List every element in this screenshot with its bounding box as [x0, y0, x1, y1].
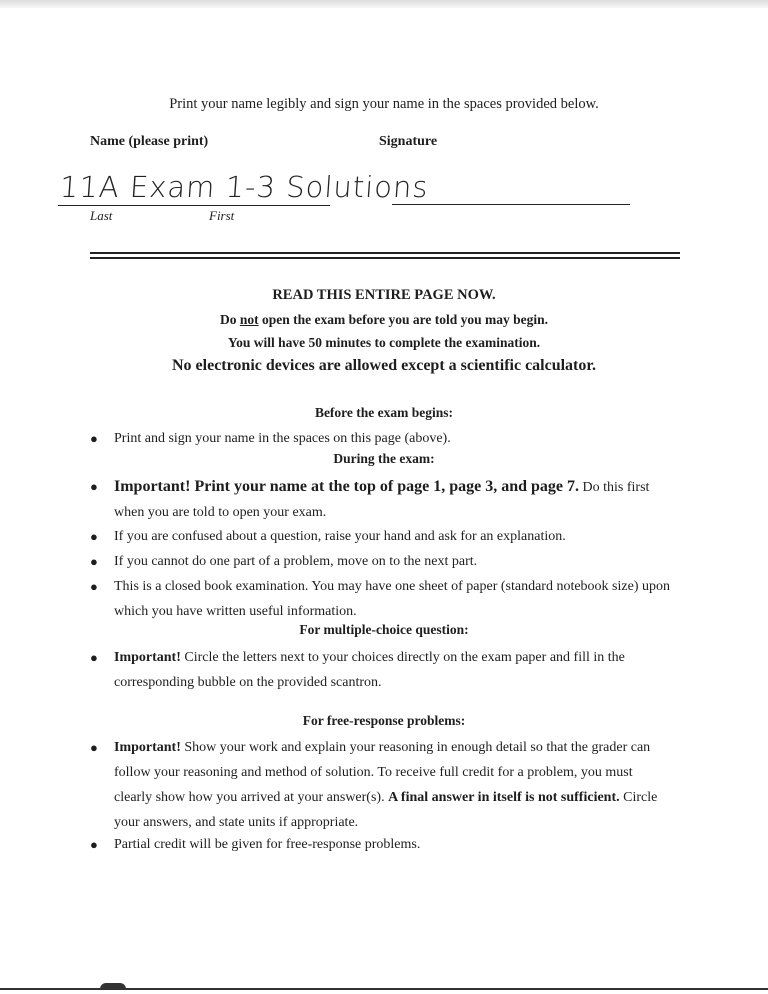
fr-heading: For free-response problems: [302, 713, 466, 728]
handwritten-name: 11A Exam 1-3 Solutions [58, 170, 430, 204]
divider-top [90, 252, 680, 254]
mc-heading: For multiple-choice question: [299, 622, 469, 637]
name-line [58, 205, 330, 206]
do-not-open-notice: Do not open the exam before you are told you may begin. [219, 312, 548, 327]
during-item-1: ● Important! Print your name at the top of page 1, page 3, and page 7. Do this first when you are told to open your exam. [90, 478, 650, 520]
signature-line [392, 204, 630, 205]
scan-bottom-edge [0, 988, 768, 990]
scan-top-edge [0, 0, 768, 8]
during-item-4: ● This is a closed book examination. You may have one sheet of paper (standard notebook size) upon which you have written useful information. [90, 579, 670, 619]
during-item-3: ● If you cannot do one part of a problem, move on to the next part. [90, 554, 478, 569]
fr-item-2: ● Partial credit will be given for free-response problems. [90, 837, 421, 852]
during-item-2: ● If you are confused about a question, raise your hand and ask for an explanation. [90, 529, 566, 544]
devices-notice: No electronic devices are allowed except a scientific calculator. [171, 357, 597, 374]
fr-item-1: ● Important! Show your work and explain your reasoning in enough detail so that the grader can follow your reasoning and method of solution. To receive full credit for a problem, you must clearly show how you arrived at your answer(s). A final answer in itself is not sufficient. Circle your answers, and state units if appropriate. [90, 740, 658, 830]
divider-bottom [90, 257, 680, 259]
not-emphasis: not [239, 312, 259, 327]
signature-label: Signature [379, 134, 438, 149]
intro-instruction: Print your name legibly and sign your name in the spaces provided below. [169, 96, 599, 112]
read-page-heading: READ THIS ENTIRE PAGE NOW. [272, 287, 496, 303]
last-label: Last [90, 208, 113, 223]
time-notice: You will have 50 minutes to complete the examination. [227, 335, 541, 350]
name-label: Name (please print) [90, 134, 209, 149]
first-label: First [209, 208, 235, 223]
before-item: ● Print and sign your name in the spaces on this page (above). [90, 431, 451, 446]
before-heading: Before the exam begins: [314, 405, 454, 420]
during-heading: During the exam: [333, 451, 435, 466]
mc-item: ● Important! Circle the letters next to your choices directly on the exam paper and fill in the corresponding bubble on the provided scantron. [90, 650, 625, 690]
